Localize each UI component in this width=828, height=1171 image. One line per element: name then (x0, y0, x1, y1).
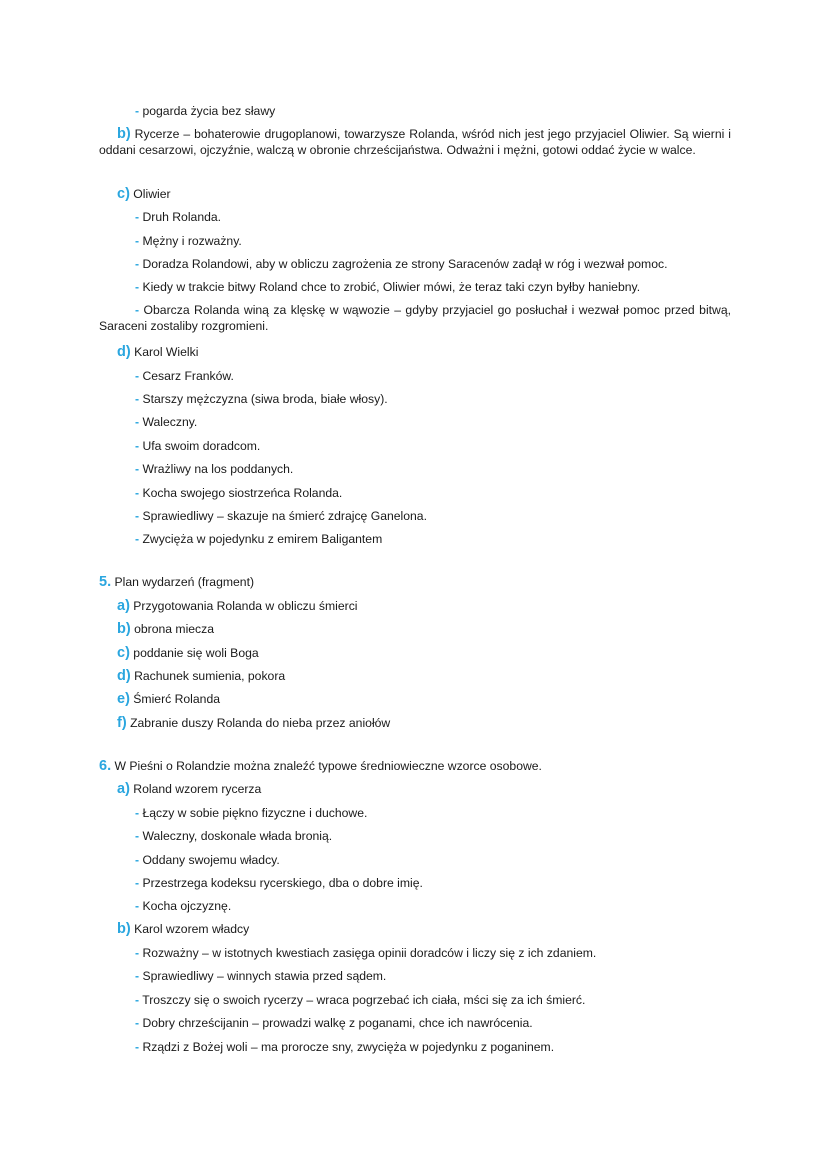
list-item-text: Starszy mężczyzna (siwa broda, białe włosy). (142, 392, 388, 406)
dash-marker: - (135, 1016, 140, 1030)
list-item (117, 645, 259, 661)
dash-marker: - (135, 439, 140, 453)
dash-marker: - (135, 509, 140, 523)
list-item (117, 691, 220, 707)
list-item (117, 668, 285, 684)
item-marker: d) (117, 344, 131, 360)
list-item (117, 715, 390, 731)
dash-marker: - (135, 303, 140, 317)
list-item (135, 828, 332, 844)
paragraph-knights (99, 126, 731, 158)
list-item-text: Przestrzega kodeksu rycerskiego, dba o dobre imię. (142, 876, 423, 890)
dash-marker: - (135, 876, 140, 890)
list-item-text: Łączy w sobie piękno fizyczne i duchowe. (142, 806, 368, 820)
list-item (135, 992, 585, 1008)
list-item (135, 531, 382, 547)
list-item-text: Troszczy się o swoich rycerzy – wraca pogrzebać ich ciała, mści się za ich śmierć. (142, 993, 586, 1007)
section-number: 5. (99, 574, 112, 590)
dash-marker: - (135, 829, 140, 843)
list-item (135, 1039, 554, 1055)
list-item-text: Ufa swoim doradcom. (142, 439, 261, 453)
list-item (135, 805, 367, 821)
list-item-text: Kocha ojczyznę. (142, 899, 232, 913)
item-marker: e) (117, 691, 130, 707)
subsection-heading (117, 186, 171, 202)
dash-marker: - (135, 853, 140, 867)
list-item-text: Zabranie duszy Rolanda do nieba przez aniołów (130, 716, 391, 730)
list-item-text: Mężny i rozważny. (142, 234, 242, 248)
subsection-title: Roland wzorem rycerza (133, 782, 262, 796)
list-item-text: Rządzi z Bożej woli – ma prorocze sny, zwycięża w pojedynku z poganinem. (142, 1040, 555, 1054)
list-item (135, 485, 342, 501)
item-marker: b) (117, 621, 131, 637)
list-item-text: Kiedy w trakcie bitwy Roland chce to zrobić, Oliwier mówi, że teraz taki czyn byłby haniebny. (142, 280, 641, 294)
dash-marker: - (135, 392, 140, 406)
dash-marker: - (135, 104, 140, 118)
list-item-text: Przygotowania Rolanda w obliczu śmierci (133, 599, 358, 613)
list-item-text: Kocha swojego siostrzeńca Rolanda. (142, 486, 343, 500)
section-heading (99, 574, 254, 590)
dash-marker: - (135, 280, 140, 294)
item-marker: c) (117, 645, 130, 661)
item-marker: a) (117, 781, 130, 797)
list-item-text: Druh Rolanda. (142, 210, 222, 224)
list-item (99, 302, 731, 334)
item-marker: f) (117, 715, 127, 731)
list-item (135, 279, 640, 295)
item-marker: d) (117, 668, 131, 684)
list-item-text: Waleczny. (142, 415, 198, 429)
list-item (135, 945, 596, 961)
list-item (135, 368, 234, 384)
list-item-text: Rozważny – w istotnych kwestiach zasięga opinii doradców i liczy się z ich zdaniem. (142, 946, 597, 960)
dash-marker: - (135, 257, 140, 271)
dash-marker: - (135, 993, 140, 1007)
list-item-text: Obarcza Rolanda winą za klęskę w wąwozie – gdyby przyjaciel go posłuchał i wezwał pomoc przed bitwą, Saraceni zostaliby rozgromieni. (99, 303, 731, 333)
list-item-text: Doradza Rolandowi, aby w obliczu zagrożenia ze strony Saracenów zadął w róg i wezwał pomoc. (142, 257, 668, 271)
list-item (135, 103, 275, 119)
list-item (135, 898, 231, 914)
section-number: 6. (99, 758, 112, 774)
item-marker: b) (117, 921, 131, 937)
list-item-text: Dobry chrześcijanin – prowadzi walkę z poganami, chce ich nawrócenia. (142, 1016, 533, 1030)
dash-marker: - (135, 899, 140, 913)
list-item (135, 852, 280, 868)
list-item-text: Cesarz Franków. (142, 369, 234, 383)
subsection-heading (117, 921, 249, 937)
section-title: Plan wydarzeń (fragment) (114, 575, 255, 589)
list-item (117, 598, 358, 614)
list-item-text: Śmierć Rolanda (133, 692, 221, 706)
subsection-title: Karol Wielki (134, 345, 199, 359)
dash-marker: - (135, 946, 140, 960)
list-item-text: pogarda życia bez sławy (142, 104, 276, 118)
section-heading (99, 758, 542, 774)
list-item-text: poddanie się woli Boga (133, 646, 259, 660)
subsection-title: Oliwier (133, 187, 171, 201)
list-item (135, 391, 388, 407)
list-item-text: Zwycięża w pojedynku z emirem Baligantem (142, 532, 383, 546)
dash-marker: - (135, 369, 140, 383)
item-marker: a) (117, 598, 130, 614)
dash-marker: - (135, 969, 140, 983)
dash-marker: - (135, 234, 140, 248)
dash-marker: - (135, 210, 140, 224)
subsection-title: Karol wzorem władcy (134, 922, 250, 936)
list-item (135, 461, 293, 477)
item-marker: b) (117, 126, 131, 142)
dash-marker: - (135, 486, 140, 500)
section-title: W Pieśni o Rolandzie można znaleźć typowe średniowieczne wzorce osobowe. (114, 759, 542, 773)
list-item-text: Wrażliwy na los poddanych. (142, 462, 294, 476)
list-item (135, 233, 242, 249)
list-item (135, 414, 197, 430)
subsection-heading (117, 781, 261, 797)
list-item-text: Waleczny, doskonale włada bronią. (142, 829, 333, 843)
list-item-text: Sprawiedliwy – skazuje na śmierć zdrajcę Ganelona. (142, 509, 427, 523)
list-item (135, 875, 423, 891)
dash-marker: - (135, 532, 140, 546)
dash-marker: - (135, 806, 140, 820)
list-item (135, 1015, 533, 1031)
list-item-text: Sprawiedliwy – winnych stawia przed sądem. (142, 969, 387, 983)
list-item (117, 621, 214, 637)
list-item-text: obrona miecza (134, 622, 215, 636)
list-item (135, 256, 667, 272)
list-item-text: Oddany swojemu władcy. (142, 853, 280, 867)
dash-marker: - (135, 1040, 140, 1054)
list-item (135, 508, 427, 524)
dash-marker: - (135, 462, 140, 476)
item-marker: c) (117, 186, 130, 202)
paragraph-text: Rycerze – bohaterowie drugoplanowi, towarzysze Rolanda, wśród nich jest jego przyjaciel Oliwier. Są wierni i oddani cesarzowi, ojczyźnie, walczą w obronie chrześcijaństwa. Odważni i mężni, gotowi oddać życie w walce. (99, 127, 731, 157)
subsection-heading (117, 344, 198, 360)
list-item (135, 968, 386, 984)
list-item-text: Rachunek sumienia, pokora (134, 669, 286, 683)
list-item (135, 438, 260, 454)
dash-marker: - (135, 415, 140, 429)
list-item (135, 209, 221, 225)
